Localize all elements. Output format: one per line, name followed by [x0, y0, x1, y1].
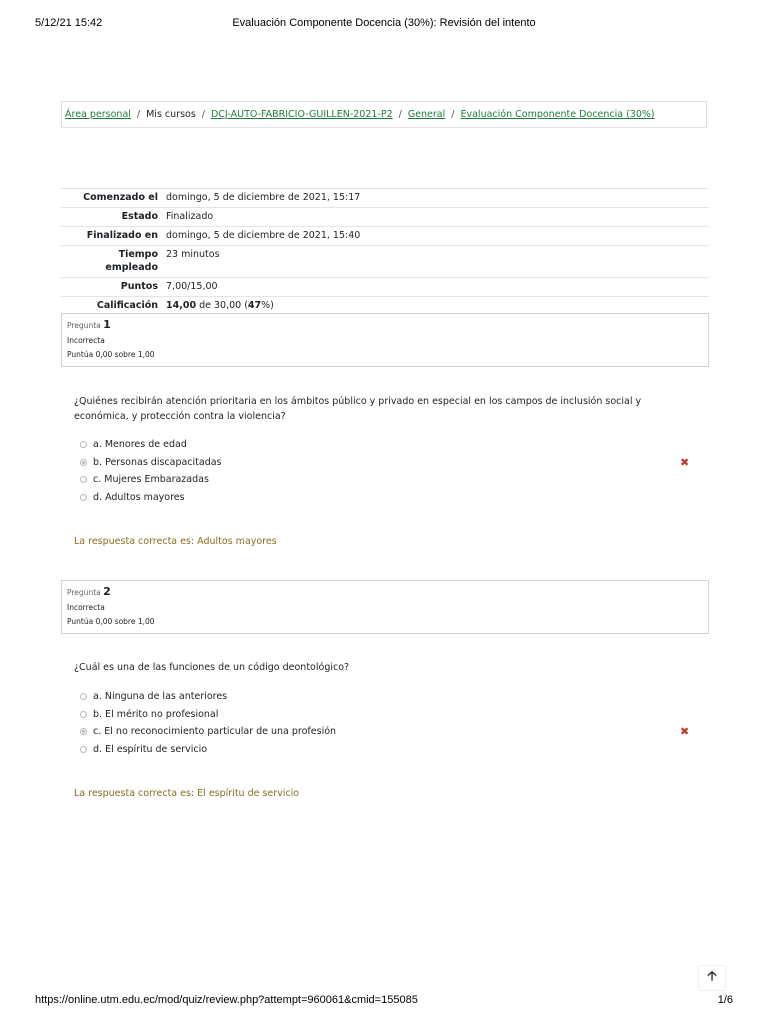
answer-option[interactable]: [80, 436, 700, 454]
breadcrumb-general[interactable]: General: [407, 109, 446, 120]
correct-answer-feedback: La respuesta correcta es: El espíritu de servicio: [74, 788, 300, 799]
incorrect-icon: ✖: [680, 725, 690, 739]
breadcrumb-separator: /: [201, 109, 205, 120]
radio-button[interactable]: [80, 693, 87, 700]
breadcrumb-separator: /: [398, 109, 402, 120]
print-page-count: 1/6: [717, 994, 733, 1006]
answer-option-label: c. El no reconocimiento particular de una profesión: [93, 726, 337, 738]
question-number: 2: [103, 585, 111, 598]
radio-button[interactable]: [80, 441, 87, 448]
breadcrumb-mis-cursos: Mis cursos: [146, 109, 196, 120]
summary-label: Calificación: [61, 297, 162, 316]
breadcrumb-course[interactable]: DCJ-AUTO-FABRICIO-GUILLEN-2021-P2: [210, 109, 393, 120]
summary-label: Comenzado el: [61, 189, 162, 208]
question-status: Incorrecta: [67, 336, 105, 345]
answer-option[interactable]: [80, 489, 700, 507]
summary-value: 7,00/15,00: [162, 278, 709, 297]
question-text: ¿Cuál es una de las funciones de un código deontológico?: [74, 662, 350, 673]
answer-option-label: d. El espíritu de servicio: [93, 743, 208, 755]
question-status: Incorrecta: [67, 603, 105, 612]
answer-option-label: a. Menores de edad: [93, 439, 187, 451]
summary-value: domingo, 5 de diciembre de 2021, 15:17: [162, 189, 709, 208]
question-label: Pregunta: [67, 588, 101, 597]
summary-label: Estado: [61, 208, 162, 227]
answer-option-selected[interactable]: [80, 454, 700, 472]
summary-row-state: [61, 208, 709, 227]
radio-button-checked[interactable]: [80, 728, 87, 735]
question-label: Pregunta: [67, 321, 101, 330]
incorrect-icon: ✖: [680, 455, 690, 469]
summary-row-finished: [61, 227, 709, 246]
summary-label-line: Tiempo: [118, 249, 158, 260]
summary-label: [61, 246, 162, 278]
arrow-up-icon: 🡡: [707, 969, 717, 984]
radio-button[interactable]: [80, 711, 87, 718]
answer-option-label: b. Personas discapacitadas: [93, 456, 222, 468]
answer-option-label: a. Ninguna de las anteriores: [93, 691, 228, 703]
radio-button[interactable]: [80, 476, 87, 483]
radio-button[interactable]: [80, 746, 87, 753]
grade-suffix: %): [261, 300, 274, 311]
correct-answer-feedback: La respuesta correcta es: Adultos mayores: [74, 536, 277, 547]
question-number: 1: [103, 318, 111, 331]
grade-score: 14,00: [166, 300, 197, 311]
answer-option-label: c. Mujeres Embarazadas: [93, 474, 209, 486]
answer-option-label: b. El mérito no profesional: [93, 708, 219, 720]
summary-value: Finalizado: [162, 208, 709, 227]
breadcrumb: [61, 101, 707, 128]
answer-option[interactable]: [80, 706, 700, 724]
radio-button[interactable]: [80, 494, 87, 501]
grade-out-of: de 30,00 (: [196, 300, 248, 311]
summary-value: domingo, 5 de diciembre de 2021, 15:40: [162, 227, 709, 246]
breadcrumb-separator: /: [136, 109, 141, 120]
attempt-summary-table: [61, 188, 709, 316]
summary-value: 23 minutos: [162, 246, 709, 278]
question-info-box: [61, 313, 709, 367]
question-score: Puntúa 0,00 sobre 1,00: [67, 350, 155, 359]
summary-row-started: [61, 189, 709, 208]
back-to-top-button[interactable]: [698, 965, 726, 991]
question-info-box: [61, 580, 709, 634]
answer-option[interactable]: [80, 688, 700, 706]
grade-percent: 47: [247, 300, 262, 311]
print-title: Evaluación Componente Docencia (30%): Revisión del intento: [232, 17, 536, 29]
answer-option-selected[interactable]: [80, 723, 700, 741]
summary-row-time: [61, 246, 709, 278]
answer-options: [80, 688, 700, 758]
breadcrumb-area-personal[interactable]: Área personal: [65, 109, 131, 120]
summary-label-line: empleado: [105, 262, 158, 273]
answer-options: [80, 436, 700, 506]
breadcrumb-separator: /: [451, 109, 455, 120]
summary-label: Puntos: [61, 278, 162, 297]
answer-option-label: d. Adultos mayores: [93, 491, 185, 503]
breadcrumb-quiz[interactable]: Evaluación Componente Docencia (30%): [460, 109, 655, 120]
summary-label: Finalizado en: [61, 227, 162, 246]
answer-option[interactable]: [80, 741, 700, 759]
radio-button-checked[interactable]: [80, 459, 87, 466]
print-url: https://online.utm.edu.ec/mod/quiz/review.php?attempt=960061&cmid=155085: [35, 994, 418, 1006]
summary-row-points: [61, 278, 709, 297]
question-text: ¿Quiénes recibirán atención prioritaria en los ámbitos público y privado en especial en los campos de inclusión social y económica, y protección contra la violencia?: [74, 396, 642, 422]
print-datetime: 5/12/21 15:42: [35, 17, 103, 29]
question-score: Puntúa 0,00 sobre 1,00: [67, 617, 155, 626]
answer-option[interactable]: [80, 471, 700, 489]
